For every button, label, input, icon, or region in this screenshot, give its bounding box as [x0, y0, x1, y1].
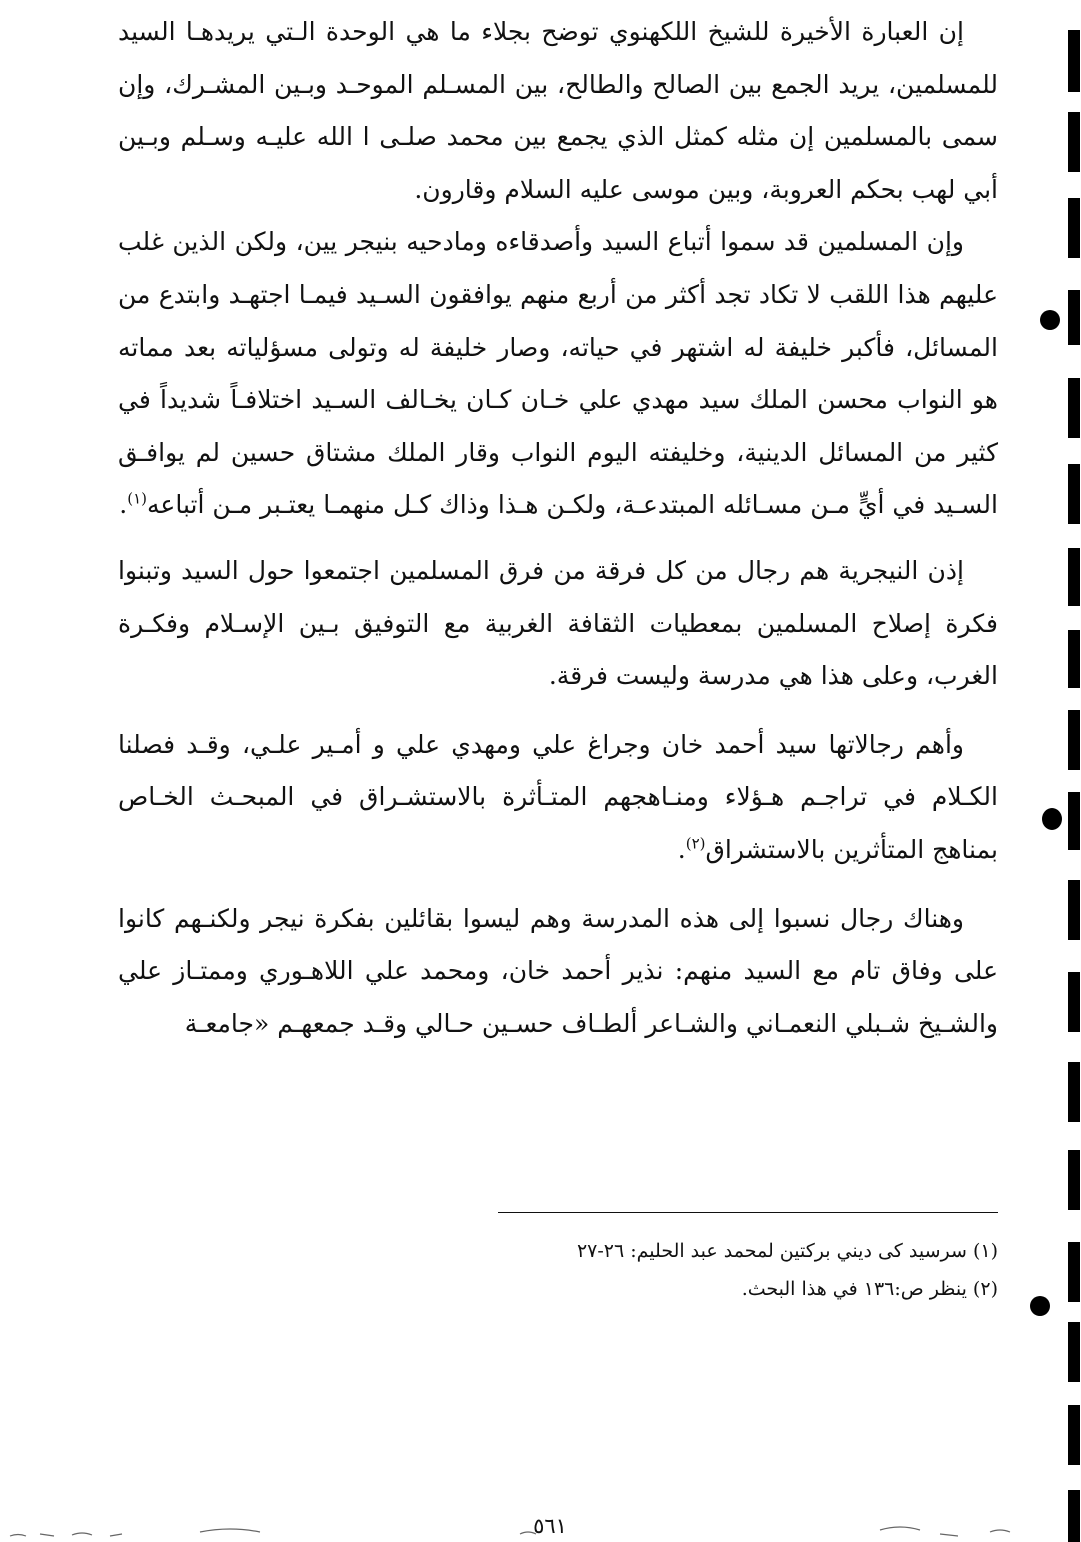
scan-margin-bar: [1068, 30, 1080, 92]
scan-margin-bar: [1068, 630, 1080, 688]
scan-margin-bar: [1068, 198, 1080, 258]
scan-margin-bar: [1068, 548, 1080, 606]
paragraph-4-text: وأهم رجالاتها سيد أحمد خان وجراغ علي ومهدي علي و أمـير علـي، وقـد فصلنا الكـلام في تراجـم هـؤلاء ومنـاهجهم المتـأثرة بالاستشـراق في المبحـث الخـاص بمناهج المتأثرين بالاستشراق: [118, 729, 998, 864]
paragraph-5: وهناك رجال نسبوا إلى هذه المدرسة وهم ليسوا بقائلين بفكرة نيجر ولكنـهم كانوا على وفاق تام مع السيد منهم: نذير أحمد خان، ومحمد علي اللاهـوري وممتـاز علي والشـيخ شـبلي النعمـاني والشـاعر ألطـاف حسـين حـالي وقـد جمعهـم «جامعـة: [118, 903, 998, 1038]
punch-hole: [1042, 808, 1062, 830]
scan-margin-bar: [1068, 464, 1080, 524]
punch-hole: [1040, 310, 1060, 330]
scan-margin-bar: [1068, 290, 1080, 345]
scan-margin-bar: [1068, 880, 1080, 940]
paragraph-1: إن العبارة الأخيرة للشيخ اللكهنوي توضح بجلاء ما هي الوحدة الـتي يريدهـا السيد للمسلمين، يريد الجمع بين الصالح والطالح، بين المسـلم الموحـد وبـين المشـرك، وإن سمى بالمسلمين إن مثله كمثل الذي يجمع بين محمد صلـى ا الله عليـه وسـلم وبـين أبي لهب بحكم العروبة، وبين موسى عليه السلام وقارون.: [118, 17, 998, 204]
scan-margin-bar: [1068, 378, 1080, 438]
scan-margin-bar: [1068, 1150, 1080, 1210]
footnote-2: (٢) ينظر ص:١٣٦ في هذا البحث.: [741, 1278, 998, 1300]
scan-margin-bar: [1068, 1405, 1080, 1465]
scan-margin-bar: [1068, 972, 1080, 1032]
footnote-ref-2: (٢): [685, 834, 706, 853]
scan-margin-bar: [1068, 1242, 1080, 1302]
paragraph-2: [118, 216, 998, 532]
paragraph-4-end: .: [677, 834, 686, 864]
punch-hole: [1030, 1296, 1050, 1316]
paragraph-3: إذن النيجرية هم رجال من كل فرقة من فرق المسلمين اجتمعوا حول السيد وتبنوا فكرة إصلاح المسلمين بمعطيات الثقافة الغربية مع التوفيق بـين الإسـلام وفكـرة الغرب، وعلى هذا هي مدرسة وليست فرقة.: [118, 555, 998, 691]
scan-bottom-noise: [0, 1520, 1081, 1542]
scan-margin-bar: [1068, 792, 1080, 850]
body-text: [118, 6, 998, 1066]
footnote-ref-1: (١): [127, 490, 148, 509]
footnote-1: (١) سرسيد كى ديني بركتين لمحمد عبد الحليم: ٢٦-٢٧: [576, 1240, 998, 1262]
scan-margin-bar: [1068, 112, 1080, 172]
scan-margin-bar: [1068, 1062, 1080, 1122]
page-number: ٥٦١: [533, 1514, 567, 1538]
paragraph-2-end: .: [119, 490, 128, 520]
paragraph-4: [118, 719, 998, 877]
scan-margin-bar: [1068, 1322, 1080, 1382]
scan-margin-bar: [1068, 710, 1080, 770]
paragraph-2-text: وإن المسلمين قد سموا أتباع السيد وأصدقاءه ومادحيه بنيجر يين، ولكن الذين غلب عليهم هذا اللقب لا تكاد تجد أكثر من أربع منهم يوافقون السـيد فيمـا اجتهـد وابتدع من المسائل، فأكبر خليفة له اشتهر في حياته، وصار خليفة له وتولى مسؤلياته بعد مماته هو النواب محسن الملك سيد مهدي علي خـان كـان يخـالف السـيد اختلافـاً شديداً في كثير من المسائل الدينية، وخليفته اليوم النواب وقار الملك مشتاق حسين لم يوافـق السـيد في أيٍّ مـن مسـائله المبتدعـة، ولكـن هـذا وذاك كـل منهمـا يعتـبر مـن أتباعه: [118, 227, 998, 520]
footnote-separator: [498, 1212, 998, 1213]
footnotes: [300, 1232, 998, 1308]
